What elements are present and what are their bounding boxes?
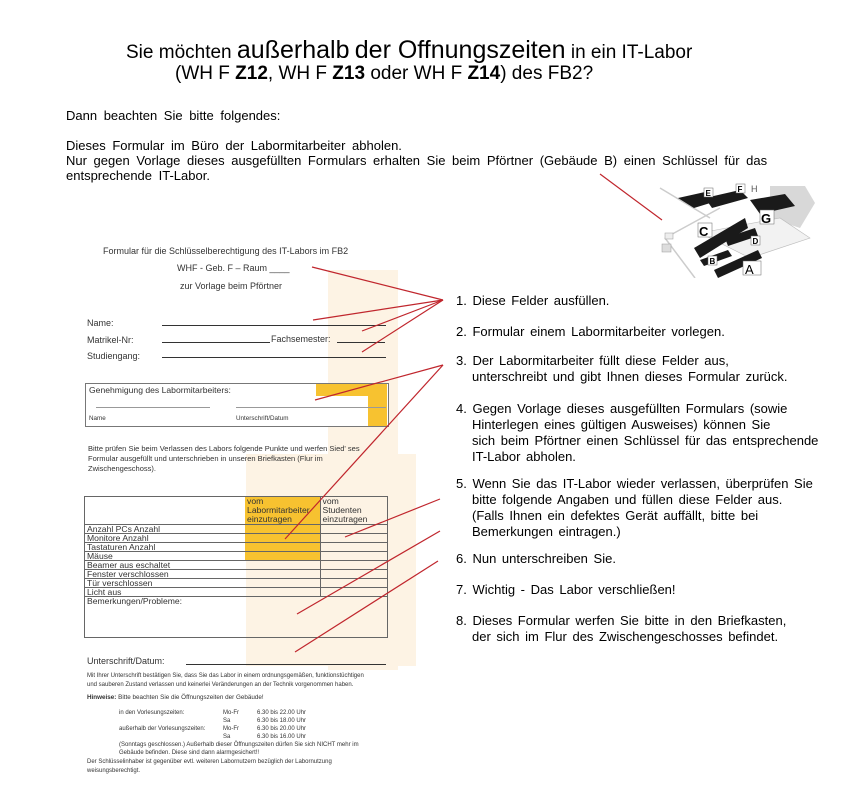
col-header-staff: vom Labormitarbeiter einzutragen — [245, 497, 320, 525]
table-row: Fenster verschlossen — [85, 570, 388, 579]
approval-title: Genehmigung des Labormitarbeiters: — [89, 385, 231, 395]
table-row: Tür verschlossen — [85, 579, 388, 588]
form-subtitle: zur Vorlage beim Pförtner — [180, 281, 283, 291]
map-marker — [665, 233, 673, 239]
authority-note: Der Schlüsselinhaber ist gegenüber evtl. weiteren Labornutzern bezüglich der Labornutzung weisungsberechtigt. — [87, 759, 332, 774]
fachsemester-field[interactable] — [337, 342, 385, 343]
building-label-c: C — [699, 224, 709, 239]
building-label-f: F — [737, 185, 743, 194]
approval-name-label: Name — [89, 415, 106, 422]
hours-row: Sa 6.30 bis 18.00 Uhr — [223, 718, 307, 724]
step-2: 2. Formular einem Labormitarbeiter vorlegen. — [456, 324, 725, 339]
table-row: Anzahl PCs Anzahl — [85, 525, 388, 534]
approval-sign-label: Unterschrift/Datum — [236, 415, 289, 422]
title-text: Sie möchten — [126, 42, 232, 63]
hours-row: Sa 6.30 bis 16.00 Uhr — [223, 734, 307, 740]
table-row: Beamer aus eschaltet — [85, 561, 388, 570]
hours-row: außerhalb der Vorlesungszeiten: Mo-Fr 6.30 bis 20.00 Uhr — [119, 726, 307, 732]
step-4: 4. Gegen Vorlage dieses ausgefüllten Formulars (sowie Hinterlegen eines gültigen Ausweises) können Sie sich beim Pförtner einen Schlüssel für das entsprechende IT-Labor abholen. — [456, 401, 819, 464]
studiengang-field[interactable] — [162, 357, 386, 358]
approval-box — [85, 383, 389, 427]
step-6: 6. Nun unterschreiben Sie. — [456, 551, 616, 566]
form-title: Formular für die Schlüsselberechtigung des IT-Labors im FB2 — [103, 246, 349, 256]
table-row: Mäuse — [85, 552, 388, 561]
confirm-text: Mit Ihrer Unterschrift bestätigen Sie, dass Sie das Labor in einem ordnungsgemäßen, funktionstüchtigen und sauberen Zustand verlassen und keinerlei Veränderungen an der Technik vorgenommen haben. — [87, 673, 364, 688]
building-label-d: D — [752, 237, 759, 246]
table-row: Licht aus — [85, 588, 388, 597]
signature-field[interactable] — [186, 664, 386, 665]
col-header-student: vom Studenten einzutragen — [320, 497, 387, 525]
building-label-b: B — [709, 257, 716, 266]
building-label-h: H — [751, 184, 758, 194]
approval-sign-field[interactable] — [236, 407, 386, 408]
fachsemester-label: Fachsemester: — [271, 334, 331, 344]
building-label-g: G — [761, 211, 772, 226]
checklist-table — [84, 496, 388, 638]
intro-para2-line2: entsprechende IT-Labor. — [66, 168, 210, 183]
campus-map — [650, 178, 820, 278]
remarks-row[interactable]: Bemerkungen/Probleme: — [85, 597, 388, 638]
map-marker — [662, 244, 671, 252]
matrikel-label: Matrikel-Nr: — [87, 335, 134, 345]
page-title-line2: (WH F Z12, WH F Z13 oder WH F Z14) des FB2? — [175, 63, 594, 84]
name-label: Name: — [87, 318, 114, 328]
form-room-line: WHF - Geb. F – Raum ____ — [177, 263, 290, 273]
signature-label: Unterschrift/Datum: — [87, 656, 165, 666]
title-emphasis: außerhalb — [236, 36, 350, 64]
name-field[interactable] — [162, 325, 386, 326]
intro-para1: Dieses Formular im Büro der Labormitarbeiter abholen. — [66, 138, 402, 153]
step-3: 3. Der Labormitarbeiter füllt diese Felder aus, unterschreibt und gibt Ihnen dieses Formular zurück. — [456, 353, 788, 384]
studiengang-label: Studiengang: — [87, 351, 141, 361]
approval-name-field[interactable] — [96, 407, 210, 408]
step-7: 7. Wichtig - Das Labor verschließen! — [456, 582, 676, 597]
title-text-end: in ein IT-Labor — [570, 42, 693, 63]
table-row: Monitore Anzahl — [85, 534, 388, 543]
hours-table: in den Vorlesungszeiten: Mo-Fr 6.30 bis 22.00 Uhr Sa 6.30 bis 18.00 Uhr außerhalb der Vorlesungszeiten: Mo-Fr 6.30 bis 20.00 Uhr Sa 6.30 bis 16.00 Uhr (Sonntags geschlossen.) Außerhalb dieser Öffnungszeiten dürfen Sie sich NICHT mehr im Gebäude befinden. Diese sind dann alarmgesichert!! — [119, 710, 359, 756]
intro-para2-line1: Nur gegen Vorlage dieses ausgefüllten Formulars erhalten Sie beim Pförtner (Gebäude B) einen Schlüssel für das — [66, 153, 768, 168]
step-5: 5. Wenn Sie das IT-Labor wieder verlassen, überprüfen Sie bitte folgende Angaben und füllen diese Felder aus. (Falls Ihnen ein defektes Gerät auffällt, bitte bei Bemerkungen eintragen.) — [456, 476, 813, 539]
hint-line: Hinweise: Bitte beachten Sie die Öffnungszeiten der Gebäude! — [87, 694, 264, 701]
page-title-line1 — [126, 36, 692, 65]
building-label-e: E — [705, 189, 711, 198]
closed-note: (Sonntags geschlossen.) Außerhalb dieser Öffnungszeiten dürfen Sie sich NICHT mehr im — [119, 742, 359, 748]
step-8: 8. Dieses Formular werfen Sie bitte in den Briefkasten, der sich im Flur des Zwischengeschosses befindet. — [456, 613, 787, 644]
hours-row: in den Vorlesungszeiten: Mo-Fr 6.30 bis 22.00 Uhr — [119, 710, 307, 716]
intro-lead: Dann beachten Sie bitte folgendes: — [66, 108, 281, 123]
step-1: 1. Diese Felder ausfüllen. — [456, 293, 610, 308]
matrikel-field[interactable] — [162, 342, 270, 343]
title-emphasis-2: der Offnungszeiten — [354, 36, 566, 64]
building-label-a: A — [745, 262, 754, 277]
table-row: Tastaturen Anzahl — [85, 543, 388, 552]
check-intro: Bitte prüfen Sie beim Verlassen des Labors folgende Punkte und werfen Sied' ses Formular ausgefüllt und unterschrieben in unseren Briefkasten (Flur im Zwischengeschoss). — [88, 444, 360, 473]
